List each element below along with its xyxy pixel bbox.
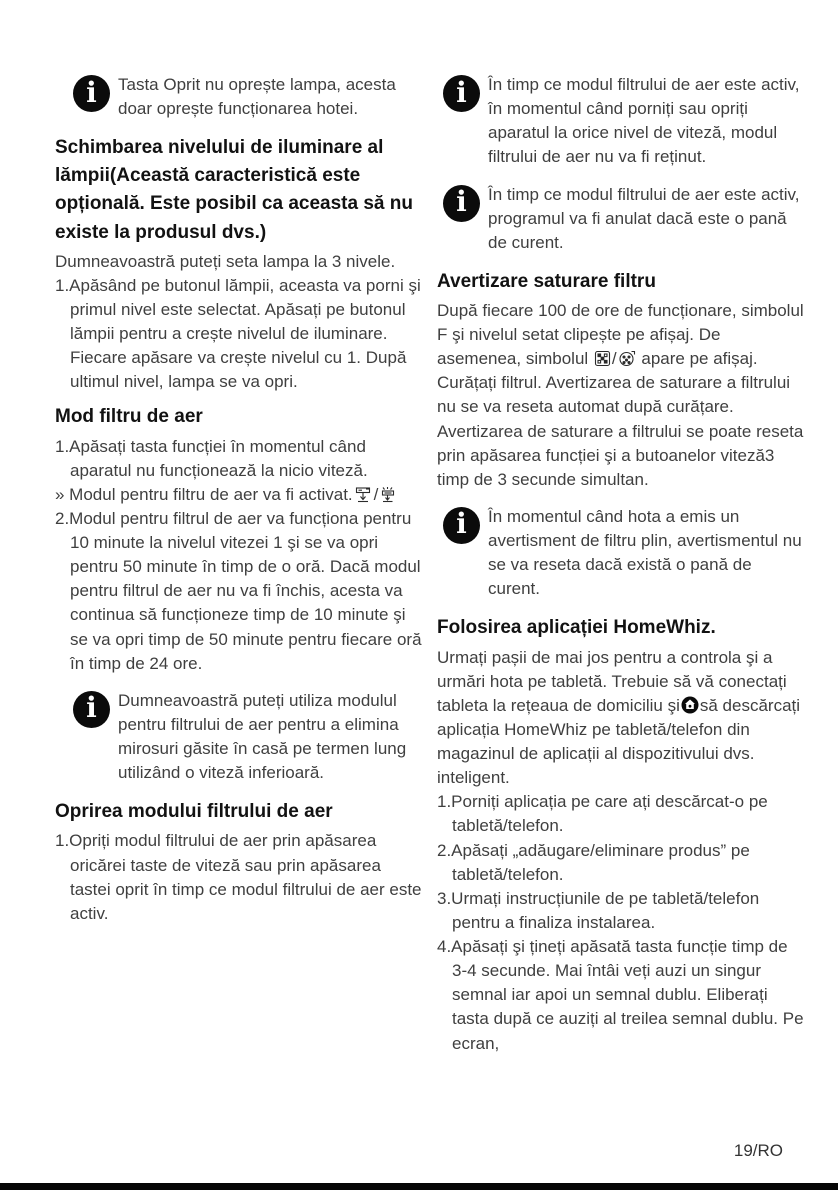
info-note bbox=[437, 505, 805, 602]
info-note-text: În timp ce modul filtrului de aer este activ, programul va fi anulat dacă este o pană de curent. bbox=[488, 184, 800, 252]
list-item: 1.Apăsând pe butonul lămpii, aceasta va porni şi primul nivel este selectat. Apăsați pe butonul lămpii pentru a crește nivelul de iluminare. Fiecare apăsare va crește nivelul cu 1. După ultimul nivel, lampa se va opri. bbox=[55, 275, 421, 392]
list-item: 1.Porniți aplicația pe care ați descărcat-o pe tabletă/telefon. bbox=[437, 792, 768, 836]
info-note-text: Dumneavoastră puteți utiliza modulul pentru filtrului de aer pentru a elimina mirosuri găsite în casă pe termen lung utilizând o viteză inferioară. bbox=[118, 690, 407, 783]
result-line bbox=[55, 483, 423, 507]
section-heading-filter-saturation: Avertizare saturare filtru bbox=[437, 270, 656, 292]
info-icon bbox=[443, 75, 480, 112]
paragraph: Dumneavoastră puteți seta lampa la 3 nivele. bbox=[55, 251, 396, 271]
section-heading-homewhiz: Folosirea aplicației HomeWhiz. bbox=[437, 617, 716, 639]
info-note bbox=[437, 73, 805, 170]
list-item: 2.Apăsați „adăugare/eliminare produs” pe tabletă/telefon. bbox=[437, 840, 750, 884]
page-bottom-rule bbox=[0, 1183, 838, 1190]
paragraph-text: După fiecare 100 de ore de funcționare, simbolul F şi nivelul setat clipește pe afișaj. De asemenea, simbolul bbox=[437, 300, 804, 369]
list-item: 1.Apăsați tasta funcției în momentul când aparatul nu funcționează la nicio viteză. bbox=[55, 436, 368, 480]
right-column bbox=[437, 60, 805, 1056]
info-note bbox=[55, 689, 423, 786]
info-icon-glyph: i bbox=[73, 691, 110, 728]
paragraph-filter-saturation bbox=[437, 299, 805, 492]
hood-air-clean-icon bbox=[379, 486, 398, 503]
info-note-text: În timp ce modul filtrului de aer este activ, în momentul când porniți sau opriți aparatul la orice nivel de viteză, modul filtrului de aer nu va fi reținut. bbox=[488, 75, 800, 167]
section-heading-air-filter-mode: Mod filtru de aer bbox=[55, 406, 203, 428]
info-icon-glyph: i bbox=[73, 75, 110, 112]
home-network-icon bbox=[681, 696, 699, 714]
info-icon-glyph: i bbox=[443, 185, 480, 222]
info-note-text: Tasta Oprit nu oprește lampa, acesta doar oprește funcționarea hotei. bbox=[118, 75, 396, 119]
paragraph-homewhiz-intro bbox=[437, 646, 805, 791]
paragraph-text: Urmați pașii de mai jos pentru a controla şi a urmări hota pe tabletă. Trebuie să vă conectați tableta la rețeaua de domiciliu şi bbox=[437, 647, 787, 715]
carbon-filter-symbol-icon bbox=[618, 350, 636, 367]
info-icon bbox=[443, 185, 480, 222]
result-separator: / bbox=[373, 484, 379, 504]
section-heading-stop-air-filter: Oprirea modului filtrului de aer bbox=[55, 801, 333, 823]
section-heading-lamp-level: Schimbarea nivelului de iluminare al lămpii(Această caracteristică este opțională. Este posibil ca aceasta să nu existe la produsul dvs.) bbox=[55, 137, 413, 243]
info-note-text: În momentul când hota a emis un avertisment de filtru plin, avertismentul nu se va reseta dacă există o pană de curent. bbox=[488, 506, 802, 599]
hood-air-filter-icon bbox=[354, 486, 373, 503]
info-icon-glyph: i bbox=[443, 507, 480, 544]
list-item: 1.Opriți modul filtrului de aer prin apăsarea oricărei taste de viteză sau prin apăsarea tastei oprit în timp ce modul filtrului de aer este activ. bbox=[55, 831, 422, 923]
info-note bbox=[55, 73, 423, 121]
symbol-separator: / bbox=[611, 349, 617, 369]
info-icon bbox=[73, 75, 110, 112]
list-item: 2.Modul pentru filtrul de aer va funcționa pentru 10 minute la nivelul vitezei 1 şi se va opri pentru 50 minute în timp de o oră. Dacă modul pentru filtrul de aer nu va fi închis, acesta va continua să funcționeze timp de 10 minute şi se va opri timp de 50 minute pentru fiecare oră în timp de 24 ore. bbox=[55, 508, 422, 673]
left-column bbox=[55, 60, 423, 1056]
page-number: 19/RO bbox=[733, 1141, 783, 1160]
info-icon bbox=[443, 507, 480, 544]
info-icon bbox=[73, 691, 110, 728]
paragraph-text: apare pe afișaj. Curățați filtrul. Avertizarea de saturare a filtrului nu se va reseta automat după curățare. Avertizarea de saturare a filtrului se poate reseta prin apăsarea funcției şi a butoanelor viteză3 timp de 3 secunde simultan. bbox=[437, 349, 804, 489]
info-note bbox=[437, 183, 805, 255]
paragraph-text: să descărcați aplicația HomeWhiz pe tabletă/telefon din magazinul de aplicații al dispozitivului dvs. inteligent. bbox=[437, 695, 801, 788]
result-text: » Modul pentru filtru de aer va fi activat. bbox=[55, 484, 353, 504]
list-item: 3.Urmați instrucțiunile de pe tabletă/telefon pentru a finaliza instalarea. bbox=[437, 888, 760, 932]
metal-filter-symbol-icon bbox=[594, 350, 611, 367]
info-icon-glyph: i bbox=[443, 75, 480, 112]
list-item: 4.Apăsați şi țineți apăsată tasta funcție timp de 3-4 secunde. Mai întâi veți auzi un singur semnal iar apoi un semnal dublu. Eliberați tasta după ce auziți al treilea semnal dublu. Pe ecran, bbox=[437, 937, 804, 1053]
